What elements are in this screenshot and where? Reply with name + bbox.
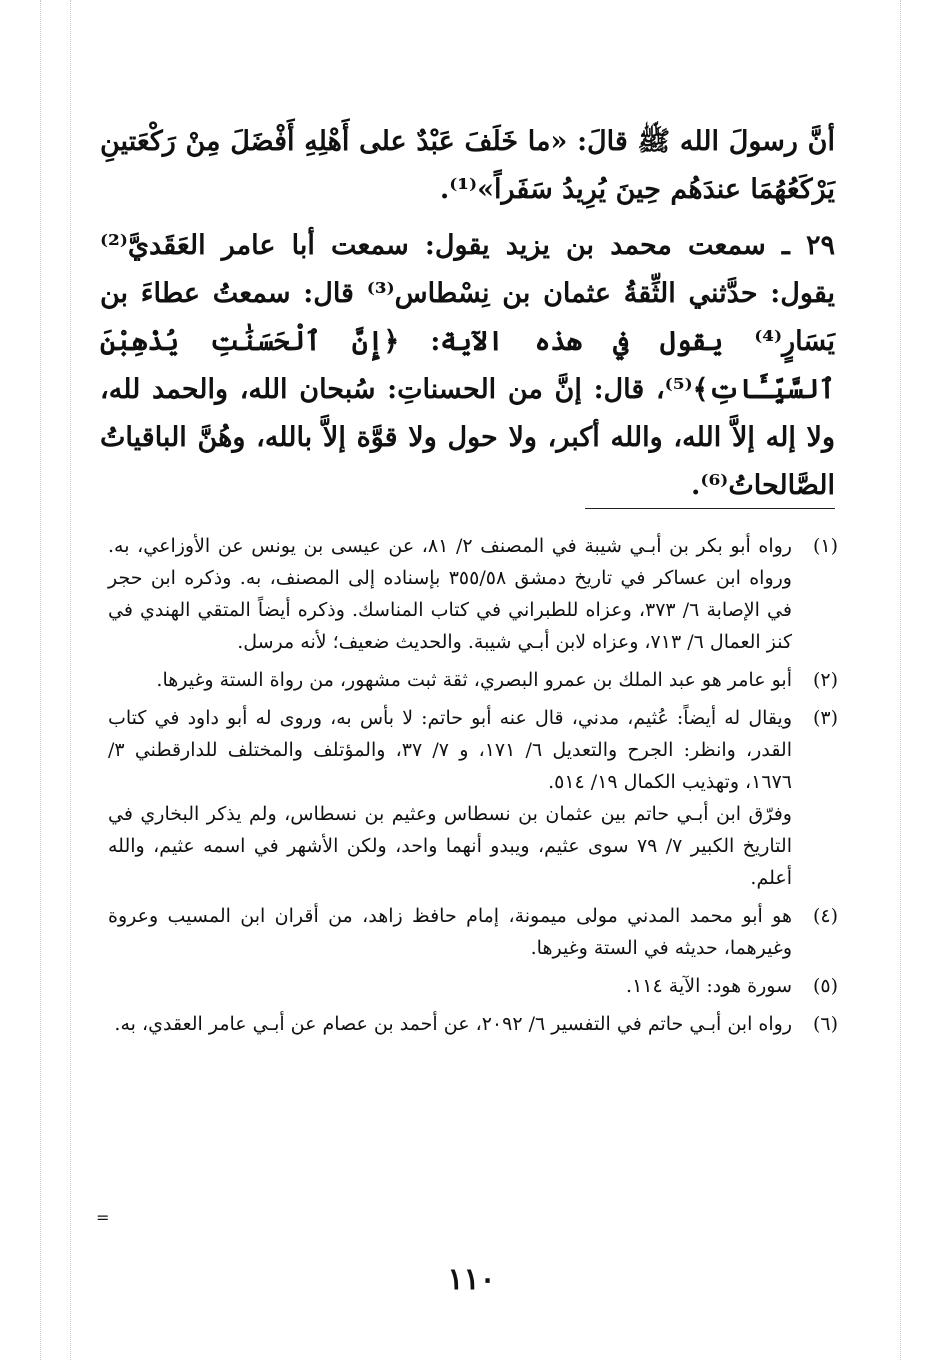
main-paragraph-1: أنَّ رسولَ الله ﷺ قالَ: «ما خَلَفَ عَبْدٌ على أَهْلِهِ أَفْضَلَ مِنْ رَكْعَتينِ يَرْكَعُهُمَا عندَهُم حِينَ يُرِيدُ سَفَراً»⁽¹⁾. — [100, 126, 835, 205]
footnote-text-continued: وفرّق ابن أبـي حاتم بين عثمان بن نسطاس وعثيم بن نسطاس، ولم يذكر البخاري في التاريخ الكبير ٧/ ٧٩ سوى عثيم، ويبدو أنهما واحد، ولكن الأشهر في اسمه عثيم، والله أعلم. — [108, 803, 792, 889]
footnote-text: ويقال له أيضاً: عُثيم، مدني، قال عنه أبو حاتم: لا بأس به، وروى له أبو داود في كتاب القدر، وانظر: الجرح والتعديل ٦/ ١٧١، و ٧/ ٣٧، والمؤتلف والمختلف للدارقطني ٣/ ١٦٧٦، وتهذيب الكمال ١٩/ ٥١٤. — [108, 707, 792, 793]
margin-mark: = — [96, 1208, 110, 1227]
footnote-text: أبو عامر هو عبد الملك بن عمرو البصري، ثقة ثبت مشهور، من رواة الستة وغيرها. — [156, 669, 792, 691]
footnote — [108, 702, 838, 894]
footnote-text-block — [108, 702, 792, 894]
footnote — [108, 970, 838, 1002]
footnote — [108, 664, 838, 696]
footnote — [108, 530, 838, 658]
footnote-number: (٦) — [812, 1013, 838, 1035]
footnote-number: (٥) — [812, 975, 838, 997]
footnote-number: (١) — [812, 535, 838, 557]
footnote-number: (٤) — [812, 905, 838, 927]
main-paragraph-2: ٢٩ ـ سمعت محمد بن يزيد يقول: سمعت أبا عامر العَقَديَّ⁽²⁾ يقول: حدَّثني الثِّقةُ عثمان بن نِسْطاس⁽³⁾ قال: سمعتُ عطاءَ بن يَسَارٍ⁽⁴⁾ يقول في هذه الآية: ﴿إِنَّ ٱلْحَسَنَٰتِ يُذْهِبْنَ ٱلسَّيِّـَٔاتِ﴾⁽⁵⁾، قال: إنَّ من الحسناتِ: سُبحان الله، والحمد لله، ولا إله إلاَّ الله، والله أكبر، ولا حول ولا قوَّة إلاَّ بالله، وهُنَّ الباقياتُ الصَّالحاتُ⁽⁶⁾. — [100, 230, 835, 501]
footnote-number: (٣) — [812, 707, 838, 729]
margin-guide-left-inner — [70, 0, 71, 1360]
footnotes — [108, 530, 838, 1046]
footnote-divider — [585, 508, 835, 509]
margin-guide-right — [900, 0, 901, 1360]
footnote-text: رواه ابن أبـي حاتم في التفسير ٦/ ٢٠٩٢، عن أحمد بن عصام عن أبـي عامر العقدي، به. — [114, 1013, 792, 1035]
footnote-text: سورة هود: الآية ١١٤. — [626, 975, 792, 997]
footnote — [108, 900, 838, 964]
margin-guide-left — [40, 0, 41, 1360]
footnote — [108, 1008, 838, 1040]
footnote-text: هو أبو محمد المدني مولى ميمونة، إمام حافظ زاهد، من أقران ابن المسيب وعروة وغيرهما، حديثه في الستة وغيرها. — [108, 905, 792, 959]
footnote-text: رواه أبو بكر بن أبـي شيبة في المصنف ٢/ ٨١، عن عيسى بن يونس عن الأوزاعي، به. ورواه ابن عساكر في تاريخ دمشق ٣٥٥/٥٨ بإسناده إلى المصنف، به. وذكره ابن حجر في الإصابة ٦/ ٣٧٣، وعزاه للطبراني في كتاب المناسك. وذكره أيضاً المتقي الهندي في كنز العمال ٦/ ٧١٣، وعزاه لابن أبـي شيبة. والحديث ضعيف؛ لأنه مرسل. — [108, 535, 792, 653]
page-number: ١١٠ — [447, 1262, 496, 1297]
footnote-number: (٢) — [812, 669, 838, 691]
main-text — [100, 118, 835, 510]
